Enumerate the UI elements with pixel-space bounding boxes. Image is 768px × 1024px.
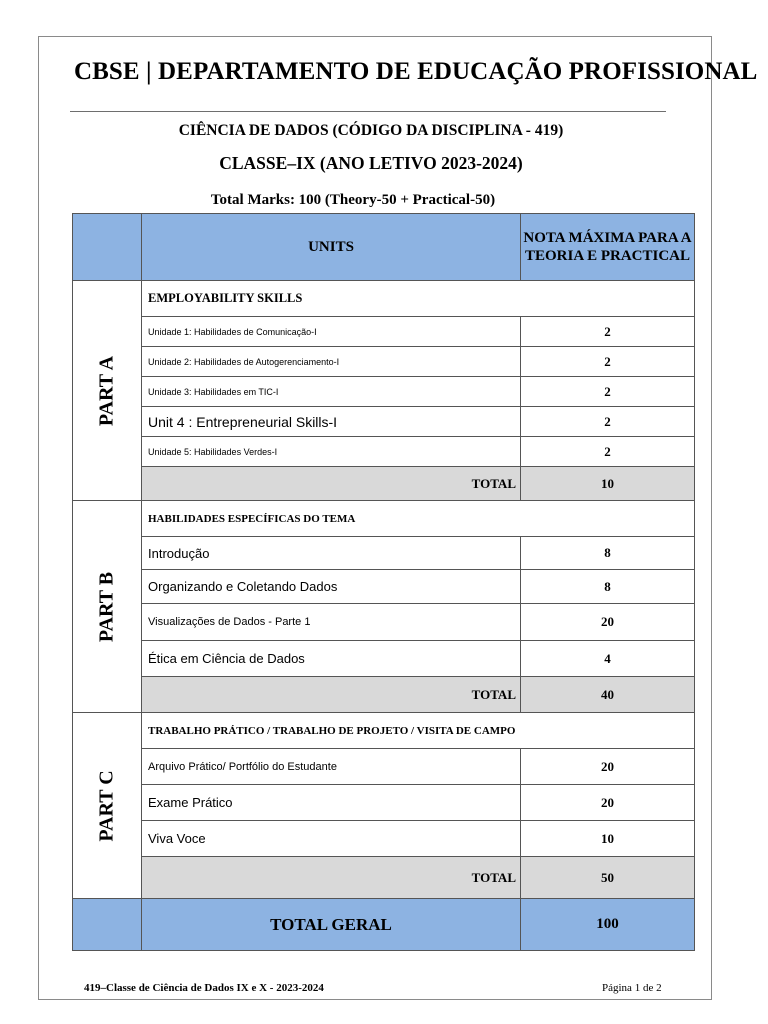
unit-name: Introdução	[142, 537, 521, 570]
unit-marks: 2	[521, 407, 695, 437]
unit-marks: 20	[521, 604, 695, 641]
subject-title: CIÊNCIA DE DADOS (CÓDIGO DA DISCIPLINA - 419)	[178, 122, 564, 139]
part-b-label: PART B	[95, 571, 118, 642]
part-c-cell	[73, 713, 142, 899]
grand-total-row	[73, 899, 695, 951]
part-a-total-value: 10	[521, 467, 695, 501]
table-row	[73, 749, 695, 785]
title-divider	[70, 111, 666, 112]
grand-total-value: 100	[521, 899, 695, 951]
marks-table	[72, 213, 695, 951]
grand-total-blank	[73, 899, 142, 951]
table-row	[73, 317, 695, 347]
table-row	[73, 785, 695, 821]
table-row	[73, 570, 695, 604]
total-marks-line: Total Marks: 100 (Theory-50 + Practical-50)	[210, 192, 496, 208]
unit-name: Organizando e Coletando Dados	[142, 570, 521, 604]
unit-name: Unidade 5: Habilidades Verdes-I	[142, 437, 521, 467]
total-label: TOTAL	[142, 467, 521, 501]
unit-marks: 8	[521, 570, 695, 604]
header-units: UNITS	[142, 214, 521, 281]
unit-marks: 2	[521, 437, 695, 467]
part-a-label: PART A	[95, 355, 118, 426]
unit-marks: 10	[521, 821, 695, 857]
unit-marks: 2	[521, 377, 695, 407]
part-b-total-value: 40	[521, 677, 695, 713]
table-row	[73, 407, 695, 437]
part-b-section-title: HABILIDADES ESPECÍFICAS DO TEMA	[142, 501, 695, 537]
unit-name: Unidade 2: Habilidades de Autogerenciamento-I	[142, 347, 521, 377]
unit-name: Ética em Ciência de Dados	[142, 641, 521, 677]
part-b-cell	[73, 501, 142, 713]
part-a-cell	[73, 281, 142, 501]
grand-total-label: TOTAL GERAL	[142, 899, 521, 951]
table-row	[73, 537, 695, 570]
unit-marks: 4	[521, 641, 695, 677]
table-row	[73, 347, 695, 377]
part-b-section-row	[73, 501, 695, 537]
part-c-section-row	[73, 713, 695, 749]
total-label: TOTAL	[142, 677, 521, 713]
unit-marks: 8	[521, 537, 695, 570]
unit-name: Arquivo Prático/ Portfólio do Estudante	[142, 749, 521, 785]
part-a-total-row	[73, 467, 695, 501]
table-row	[73, 377, 695, 407]
unit-marks: 20	[521, 749, 695, 785]
unit-name: Unit 4 : Entrepreneurial Skills-I	[142, 407, 521, 437]
part-a-section-title: EMPLOYABILITY SKILLS	[142, 281, 695, 317]
total-label: TOTAL	[142, 857, 521, 899]
footer-page-number: Página 1 de 2	[602, 982, 662, 994]
page-title: CBSE | DEPARTAMENTO DE EDUCAÇÃO PROFISSIONAL	[74, 58, 758, 85]
unit-marks: 20	[521, 785, 695, 821]
header-max-marks: NOTA MÁXIMA PARA A TEORIA E PRACTICAL	[521, 214, 695, 281]
unit-marks: 2	[521, 317, 695, 347]
table-header-row	[73, 214, 695, 281]
unit-name: Visualizações de Dados - Parte 1	[142, 604, 521, 641]
unit-name: Unidade 3: Habilidades em TIC-I	[142, 377, 521, 407]
part-a-section-row	[73, 281, 695, 317]
unit-name: Exame Prático	[142, 785, 521, 821]
table-row	[73, 821, 695, 857]
unit-name: Unidade 1: Habilidades de Comunicação-I	[142, 317, 521, 347]
unit-name: Viva Voce	[142, 821, 521, 857]
header-blank-cell	[73, 214, 142, 281]
part-c-label: PART C	[95, 769, 118, 842]
part-c-total-value: 50	[521, 857, 695, 899]
unit-marks: 2	[521, 347, 695, 377]
footer-document-name: 419–Classe de Ciência de Dados IX e X - 2023-2024	[84, 982, 324, 994]
class-year-title: CLASSE–IX (ANO LETIVO 2023-2024)	[219, 153, 523, 173]
table-row	[73, 437, 695, 467]
part-c-total-row	[73, 857, 695, 899]
table-row	[73, 604, 695, 641]
part-c-section-title: TRABALHO PRÁTICO / TRABALHO DE PROJETO / VISITA DE CAMPO	[142, 713, 695, 749]
part-b-total-row	[73, 677, 695, 713]
table-row	[73, 641, 695, 677]
